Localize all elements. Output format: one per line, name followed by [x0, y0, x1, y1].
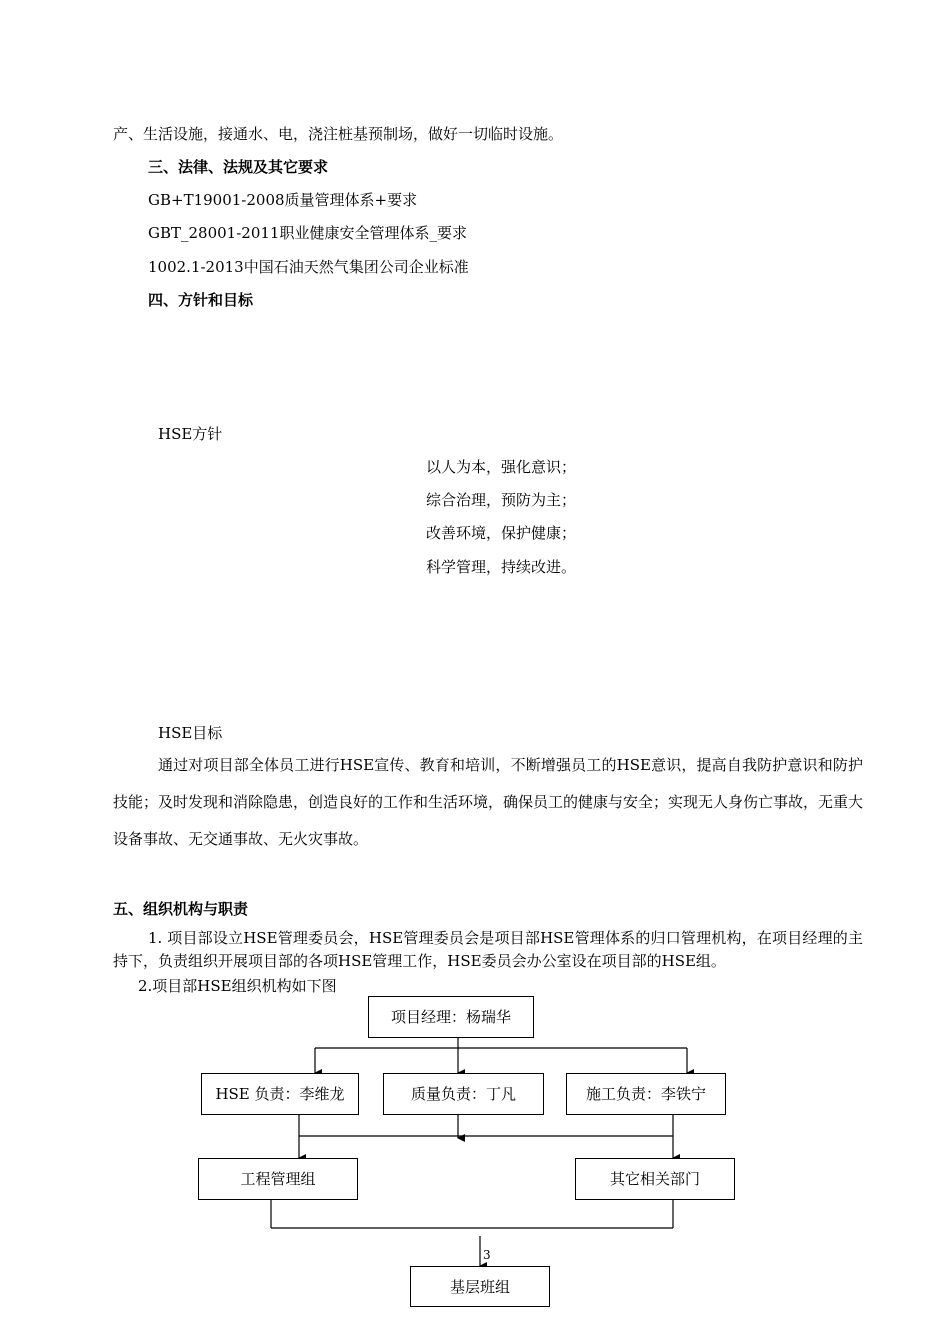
org-box-hse-lead: HSE 负责：李维龙 — [201, 1073, 359, 1115]
policy-line: 改善环境，保护健康； — [426, 524, 577, 542]
standard-item: GBT_28001-2011职业健康安全管理体系_要求 — [148, 224, 467, 242]
org-paragraph: 1. 项目部设立HSE管理委员会，HSE管理委员会是项目部HSE管理体系的归口管理机构，在项目经理的主持下，负责组织开展项目部的各项HSE管理工作，HSE委员会办公室设在项目部的HSE组。 — [113, 929, 863, 970]
policy-line: 科学管理，持续改进。 — [426, 558, 577, 576]
section-heading: 五、组织机构与职责 — [113, 900, 249, 918]
policy-line: 综合治理，预防为主； — [426, 491, 577, 509]
section-heading: 四、方针和目标 — [148, 291, 254, 309]
org-box-construction-lead: 施工负责：李铁宁 — [566, 1073, 726, 1115]
org-box-team: 基层班组 — [410, 1266, 550, 1307]
goal-title: HSE目标 — [158, 724, 223, 742]
org-box-project-manager: 项目经理：杨瑞华 — [368, 996, 534, 1038]
goal-paragraph: 通过对项目部全体员工进行HSE宣传、教育和培训，不断增强员工的HSE意识，提高自我防护意识和防护技能；及时发现和消除隐患，创造良好的工作和生活环境，确保员工的健康与安全；实现无人身伤亡事故，无重大设备事故、无交通事故、无火灾事故。 — [113, 756, 864, 848]
section-heading: 三、法律、法规及其它要求 — [148, 158, 329, 176]
policy-line: 以人为本，强化意识； — [426, 458, 577, 476]
org-box-engineering-group: 工程管理组 — [198, 1158, 358, 1200]
page-number: 3 — [483, 1248, 491, 1262]
standard-item: GB+T19001-2008质量管理体系+要求 — [148, 191, 418, 209]
policy-title: HSE方针 — [158, 425, 223, 443]
standard-item: 1002.1-2013中国石油天然气集团公司企业标准 — [148, 258, 469, 276]
text-line: 产、生活设施，接通水、电，浇注桩基预制场，做好一切临时设施。 — [113, 125, 564, 143]
org-box-other-departments: 其它相关部门 — [575, 1158, 735, 1200]
org-chart-caption: 2.项目部HSE组织机构如下图 — [138, 977, 337, 995]
org-box-quality-lead: 质量负责：丁凡 — [383, 1073, 544, 1115]
